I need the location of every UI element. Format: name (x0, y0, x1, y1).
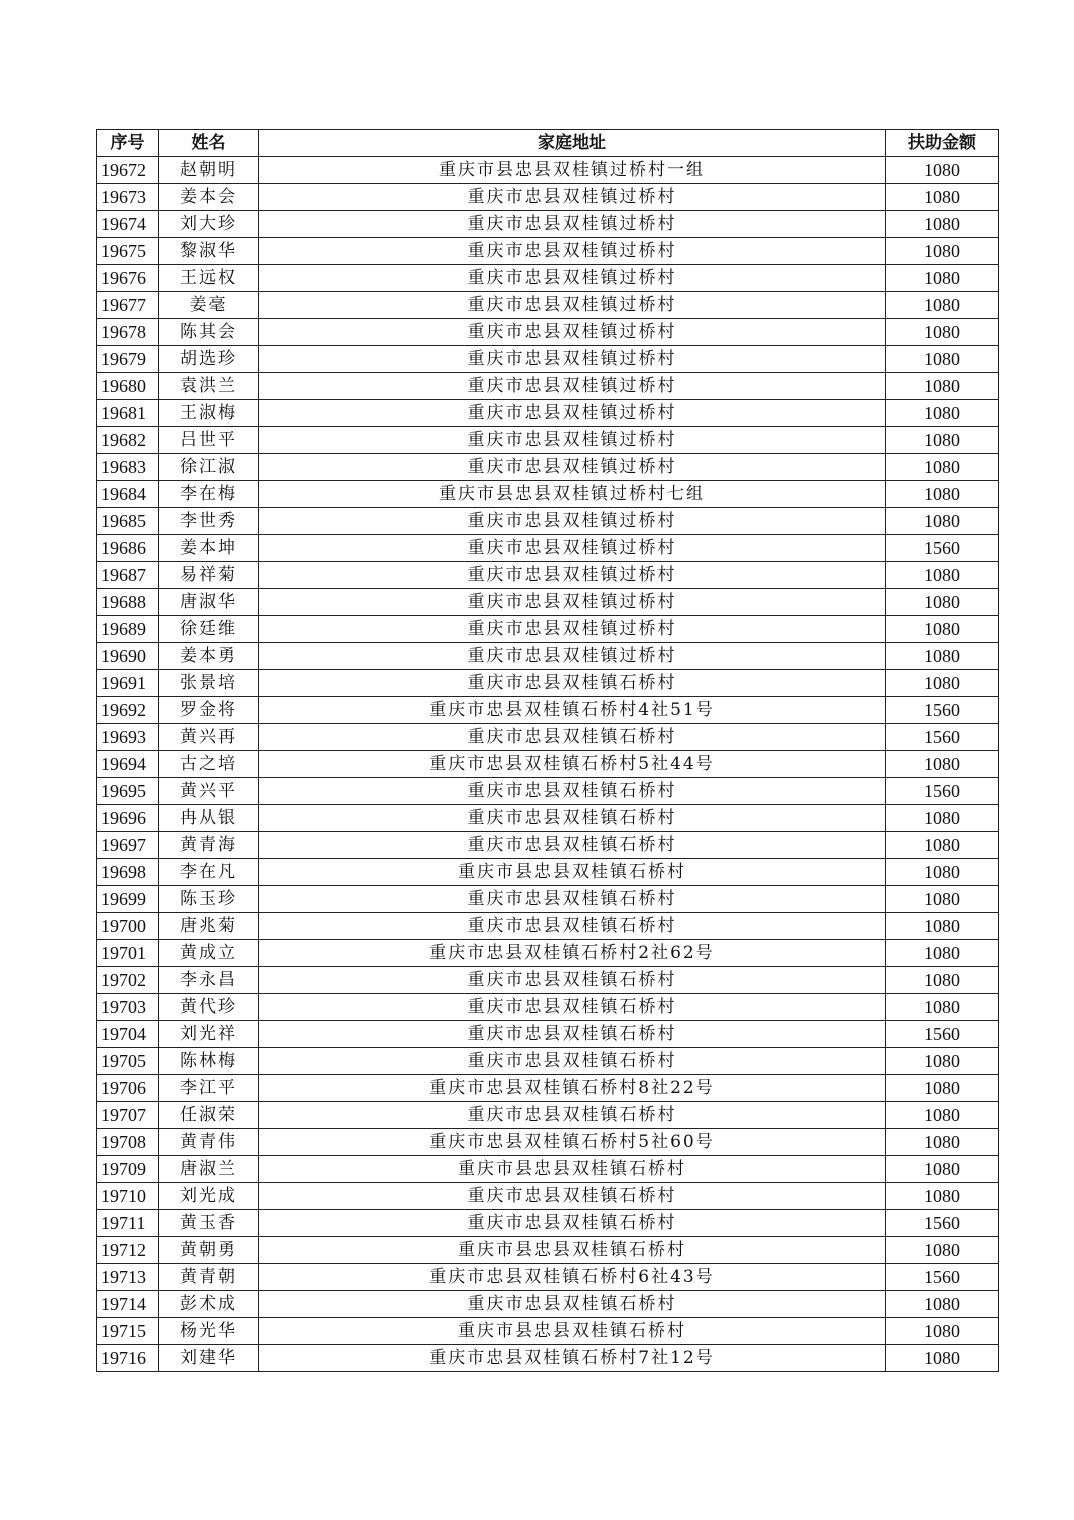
serial-number-cell: 19684 (97, 481, 159, 508)
serial-number-cell: 19714 (97, 1291, 159, 1318)
address-cell: 重庆市忠县双桂镇石桥村 (259, 724, 886, 751)
address-cell: 重庆市忠县双桂镇过桥村 (259, 292, 886, 319)
amount-cell: 1080 (886, 265, 999, 292)
amount-cell: 1080 (886, 589, 999, 616)
serial-number-cell: 19700 (97, 913, 159, 940)
table-row (97, 589, 999, 616)
serial-number-cell: 19702 (97, 967, 159, 994)
name-cell: 李在凡 (159, 859, 259, 886)
amount-cell: 1080 (886, 1075, 999, 1102)
serial-number-cell: 19713 (97, 1264, 159, 1291)
serial-number-cell: 19682 (97, 427, 159, 454)
aid-recipients-table (96, 129, 999, 1372)
table-row (97, 805, 999, 832)
address-cell: 重庆市县忠县双桂镇石桥村 (259, 1156, 886, 1183)
address-cell: 重庆市忠县双桂镇过桥村 (259, 508, 886, 535)
header-serial-number: 序号 (97, 130, 159, 157)
name-cell: 李江平 (159, 1075, 259, 1102)
table-row (97, 157, 999, 184)
address-cell: 重庆市忠县双桂镇过桥村 (259, 265, 886, 292)
address-cell: 重庆市忠县双桂镇石桥村7社12号 (259, 1345, 886, 1372)
name-cell: 李在梅 (159, 481, 259, 508)
amount-cell: 1080 (886, 994, 999, 1021)
serial-number-cell: 19686 (97, 535, 159, 562)
table-row (97, 724, 999, 751)
serial-number-cell: 19704 (97, 1021, 159, 1048)
amount-cell: 1080 (886, 751, 999, 778)
amount-cell: 1560 (886, 535, 999, 562)
serial-number-cell: 19676 (97, 265, 159, 292)
name-cell: 陈其会 (159, 319, 259, 346)
amount-cell: 1080 (886, 184, 999, 211)
address-cell: 重庆市忠县双桂镇石桥村 (259, 1210, 886, 1237)
address-cell: 重庆市忠县双桂镇过桥村 (259, 184, 886, 211)
table-row (97, 913, 999, 940)
serial-number-cell: 19710 (97, 1183, 159, 1210)
serial-number-cell: 19694 (97, 751, 159, 778)
serial-number-cell: 19698 (97, 859, 159, 886)
name-cell: 李世秀 (159, 508, 259, 535)
table-row (97, 967, 999, 994)
name-cell: 黄成立 (159, 940, 259, 967)
name-cell: 张景培 (159, 670, 259, 697)
amount-cell: 1080 (886, 616, 999, 643)
name-cell: 易祥菊 (159, 562, 259, 589)
address-cell: 重庆市忠县双桂镇石桥村 (259, 994, 886, 1021)
amount-cell: 1560 (886, 1264, 999, 1291)
address-cell: 重庆市忠县双桂镇过桥村 (259, 400, 886, 427)
serial-number-cell: 19685 (97, 508, 159, 535)
amount-cell: 1080 (886, 238, 999, 265)
name-cell: 彭术成 (159, 1291, 259, 1318)
address-cell: 重庆市忠县双桂镇过桥村 (259, 346, 886, 373)
table-row (97, 940, 999, 967)
name-cell: 徐廷维 (159, 616, 259, 643)
table-row (97, 481, 999, 508)
amount-cell: 1560 (886, 697, 999, 724)
address-cell: 重庆市忠县双桂镇石桥村 (259, 832, 886, 859)
table-row (97, 508, 999, 535)
amount-cell: 1080 (886, 1183, 999, 1210)
table-row (97, 292, 999, 319)
address-cell: 重庆市忠县双桂镇过桥村 (259, 589, 886, 616)
name-cell: 胡选珍 (159, 346, 259, 373)
name-cell: 唐兆菊 (159, 913, 259, 940)
address-cell: 重庆市县忠县双桂镇过桥村一组 (259, 157, 886, 184)
address-cell: 重庆市忠县双桂镇过桥村 (259, 535, 886, 562)
address-cell: 重庆市忠县双桂镇石桥村 (259, 805, 886, 832)
header-family-address: 家庭地址 (259, 130, 886, 157)
amount-cell: 1080 (886, 913, 999, 940)
name-cell: 黄兴平 (159, 778, 259, 805)
address-cell: 重庆市忠县双桂镇过桥村 (259, 562, 886, 589)
amount-cell: 1080 (886, 292, 999, 319)
address-cell: 重庆市忠县双桂镇石桥村 (259, 913, 886, 940)
name-cell: 刘建华 (159, 1345, 259, 1372)
amount-cell: 1080 (886, 967, 999, 994)
serial-number-cell: 19689 (97, 616, 159, 643)
address-cell: 重庆市忠县双桂镇过桥村 (259, 616, 886, 643)
table-row (97, 373, 999, 400)
serial-number-cell: 19701 (97, 940, 159, 967)
serial-number-cell: 19680 (97, 373, 159, 400)
name-cell: 古之培 (159, 751, 259, 778)
table-row (97, 427, 999, 454)
table-row (97, 1156, 999, 1183)
table-row (97, 184, 999, 211)
name-cell: 王远权 (159, 265, 259, 292)
serial-number-cell: 19687 (97, 562, 159, 589)
table-row (97, 643, 999, 670)
table-row (97, 1075, 999, 1102)
table-row (97, 832, 999, 859)
amount-cell: 1080 (886, 643, 999, 670)
amount-cell: 1080 (886, 1048, 999, 1075)
amount-cell: 1080 (886, 400, 999, 427)
address-cell: 重庆市忠县双桂镇过桥村 (259, 427, 886, 454)
address-cell: 重庆市忠县双桂镇过桥村 (259, 211, 886, 238)
address-cell: 重庆市县忠县双桂镇石桥村 (259, 1237, 886, 1264)
address-cell: 重庆市县忠县双桂镇石桥村 (259, 1318, 886, 1345)
name-cell: 黄代珍 (159, 994, 259, 1021)
name-cell: 黄青朝 (159, 1264, 259, 1291)
table-row (97, 1129, 999, 1156)
amount-cell: 1080 (886, 1237, 999, 1264)
table-row (97, 454, 999, 481)
table-row (97, 265, 999, 292)
amount-cell: 1080 (886, 427, 999, 454)
table-row (97, 1183, 999, 1210)
name-cell: 李永昌 (159, 967, 259, 994)
address-cell: 重庆市忠县双桂镇石桥村 (259, 670, 886, 697)
serial-number-cell: 19696 (97, 805, 159, 832)
table-row (97, 346, 999, 373)
table-row (97, 616, 999, 643)
address-cell: 重庆市忠县双桂镇过桥村 (259, 643, 886, 670)
serial-number-cell: 19690 (97, 643, 159, 670)
serial-number-cell: 19688 (97, 589, 159, 616)
table-row (97, 535, 999, 562)
table-row (97, 1345, 999, 1372)
serial-number-cell: 19683 (97, 454, 159, 481)
amount-cell: 1080 (886, 832, 999, 859)
name-cell: 姜本坤 (159, 535, 259, 562)
address-cell: 重庆市忠县双桂镇过桥村 (259, 319, 886, 346)
table-row (97, 1318, 999, 1345)
amount-cell: 1080 (886, 211, 999, 238)
serial-number-cell: 19709 (97, 1156, 159, 1183)
amount-cell: 1080 (886, 859, 999, 886)
amount-cell: 1080 (886, 157, 999, 184)
amount-cell: 1080 (886, 1291, 999, 1318)
name-cell: 黄朝勇 (159, 1237, 259, 1264)
amount-cell: 1560 (886, 1021, 999, 1048)
address-cell: 重庆市忠县双桂镇过桥村 (259, 454, 886, 481)
name-cell: 姜本会 (159, 184, 259, 211)
name-cell: 黄兴再 (159, 724, 259, 751)
serial-number-cell: 19678 (97, 319, 159, 346)
serial-number-cell: 19695 (97, 778, 159, 805)
amount-cell: 1080 (886, 508, 999, 535)
name-cell: 黄玉香 (159, 1210, 259, 1237)
name-cell: 唐淑兰 (159, 1156, 259, 1183)
table-row (97, 751, 999, 778)
address-cell: 重庆市忠县双桂镇石桥村 (259, 778, 886, 805)
address-cell: 重庆市忠县双桂镇石桥村4社51号 (259, 697, 886, 724)
name-cell: 罗金将 (159, 697, 259, 724)
name-cell: 袁洪兰 (159, 373, 259, 400)
address-cell: 重庆市县忠县双桂镇过桥村七组 (259, 481, 886, 508)
amount-cell: 1560 (886, 778, 999, 805)
serial-number-cell: 19703 (97, 994, 159, 1021)
name-cell: 黄青海 (159, 832, 259, 859)
name-cell: 刘大珍 (159, 211, 259, 238)
serial-number-cell: 19699 (97, 886, 159, 913)
serial-number-cell: 19672 (97, 157, 159, 184)
serial-number-cell: 19673 (97, 184, 159, 211)
amount-cell: 1080 (886, 373, 999, 400)
serial-number-cell: 19677 (97, 292, 159, 319)
name-cell: 姜毫 (159, 292, 259, 319)
serial-number-cell: 19708 (97, 1129, 159, 1156)
amount-cell: 1080 (886, 940, 999, 967)
table-row (97, 1102, 999, 1129)
serial-number-cell: 19681 (97, 400, 159, 427)
table-row (97, 1264, 999, 1291)
serial-number-cell: 19679 (97, 346, 159, 373)
amount-cell: 1080 (886, 1102, 999, 1129)
serial-number-cell: 19712 (97, 1237, 159, 1264)
amount-cell: 1080 (886, 346, 999, 373)
table-row (97, 1291, 999, 1318)
address-cell: 重庆市忠县双桂镇石桥村6社43号 (259, 1264, 886, 1291)
name-cell: 任淑荣 (159, 1102, 259, 1129)
serial-number-cell: 19693 (97, 724, 159, 751)
serial-number-cell: 19705 (97, 1048, 159, 1075)
address-cell: 重庆市忠县双桂镇石桥村2社62号 (259, 940, 886, 967)
table-row (97, 994, 999, 1021)
name-cell: 吕世平 (159, 427, 259, 454)
serial-number-cell: 19675 (97, 238, 159, 265)
address-cell: 重庆市县忠县双桂镇石桥村 (259, 859, 886, 886)
amount-cell: 1080 (886, 1129, 999, 1156)
table-row (97, 1048, 999, 1075)
table-row (97, 1210, 999, 1237)
name-cell: 杨光华 (159, 1318, 259, 1345)
name-cell: 唐淑华 (159, 589, 259, 616)
serial-number-cell: 19697 (97, 832, 159, 859)
table-row (97, 562, 999, 589)
address-cell: 重庆市忠县双桂镇石桥村 (259, 1183, 886, 1210)
serial-number-cell: 19692 (97, 697, 159, 724)
table-row (97, 400, 999, 427)
address-cell: 重庆市忠县双桂镇石桥村 (259, 1021, 886, 1048)
table-row (97, 319, 999, 346)
name-cell: 刘光成 (159, 1183, 259, 1210)
serial-number-cell: 19674 (97, 211, 159, 238)
amount-cell: 1080 (886, 886, 999, 913)
amount-cell: 1560 (886, 724, 999, 751)
serial-number-cell: 19715 (97, 1318, 159, 1345)
table-row (97, 211, 999, 238)
address-cell: 重庆市忠县双桂镇石桥村8社22号 (259, 1075, 886, 1102)
amount-cell: 1080 (886, 319, 999, 346)
amount-cell: 1080 (886, 1156, 999, 1183)
serial-number-cell: 19716 (97, 1345, 159, 1372)
address-cell: 重庆市忠县双桂镇过桥村 (259, 373, 886, 400)
table-header-row (97, 130, 999, 157)
header-name: 姓名 (159, 130, 259, 157)
name-cell: 赵朝明 (159, 157, 259, 184)
table-row (97, 859, 999, 886)
header-aid-amount: 扶助金额 (886, 130, 999, 157)
table-row (97, 1237, 999, 1264)
amount-cell: 1080 (886, 562, 999, 589)
address-cell: 重庆市忠县双桂镇过桥村 (259, 238, 886, 265)
table-row (97, 238, 999, 265)
name-cell: 刘光祥 (159, 1021, 259, 1048)
table-row (97, 1021, 999, 1048)
amount-cell: 1080 (886, 454, 999, 481)
serial-number-cell: 19707 (97, 1102, 159, 1129)
amount-cell: 1080 (886, 481, 999, 508)
serial-number-cell: 19711 (97, 1210, 159, 1237)
table-row (97, 778, 999, 805)
address-cell: 重庆市忠县双桂镇石桥村 (259, 1048, 886, 1075)
amount-cell: 1560 (886, 1210, 999, 1237)
address-cell: 重庆市忠县双桂镇石桥村 (259, 1291, 886, 1318)
serial-number-cell: 19691 (97, 670, 159, 697)
address-cell: 重庆市忠县双桂镇石桥村 (259, 886, 886, 913)
name-cell: 冉从银 (159, 805, 259, 832)
name-cell: 陈林梅 (159, 1048, 259, 1075)
address-cell: 重庆市忠县双桂镇石桥村5社44号 (259, 751, 886, 778)
table-row (97, 697, 999, 724)
name-cell: 黎淑华 (159, 238, 259, 265)
amount-cell: 1080 (886, 1318, 999, 1345)
amount-cell: 1080 (886, 1345, 999, 1372)
name-cell: 黄青伟 (159, 1129, 259, 1156)
name-cell: 徐江淑 (159, 454, 259, 481)
address-cell: 重庆市忠县双桂镇石桥村5社60号 (259, 1129, 886, 1156)
address-cell: 重庆市忠县双桂镇石桥村 (259, 967, 886, 994)
name-cell: 王淑梅 (159, 400, 259, 427)
table-row (97, 886, 999, 913)
table-body (97, 157, 999, 1372)
name-cell: 姜本勇 (159, 643, 259, 670)
amount-cell: 1080 (886, 805, 999, 832)
amount-cell: 1080 (886, 670, 999, 697)
table-row (97, 670, 999, 697)
address-cell: 重庆市忠县双桂镇石桥村 (259, 1102, 886, 1129)
name-cell: 陈玉珍 (159, 886, 259, 913)
serial-number-cell: 19706 (97, 1075, 159, 1102)
